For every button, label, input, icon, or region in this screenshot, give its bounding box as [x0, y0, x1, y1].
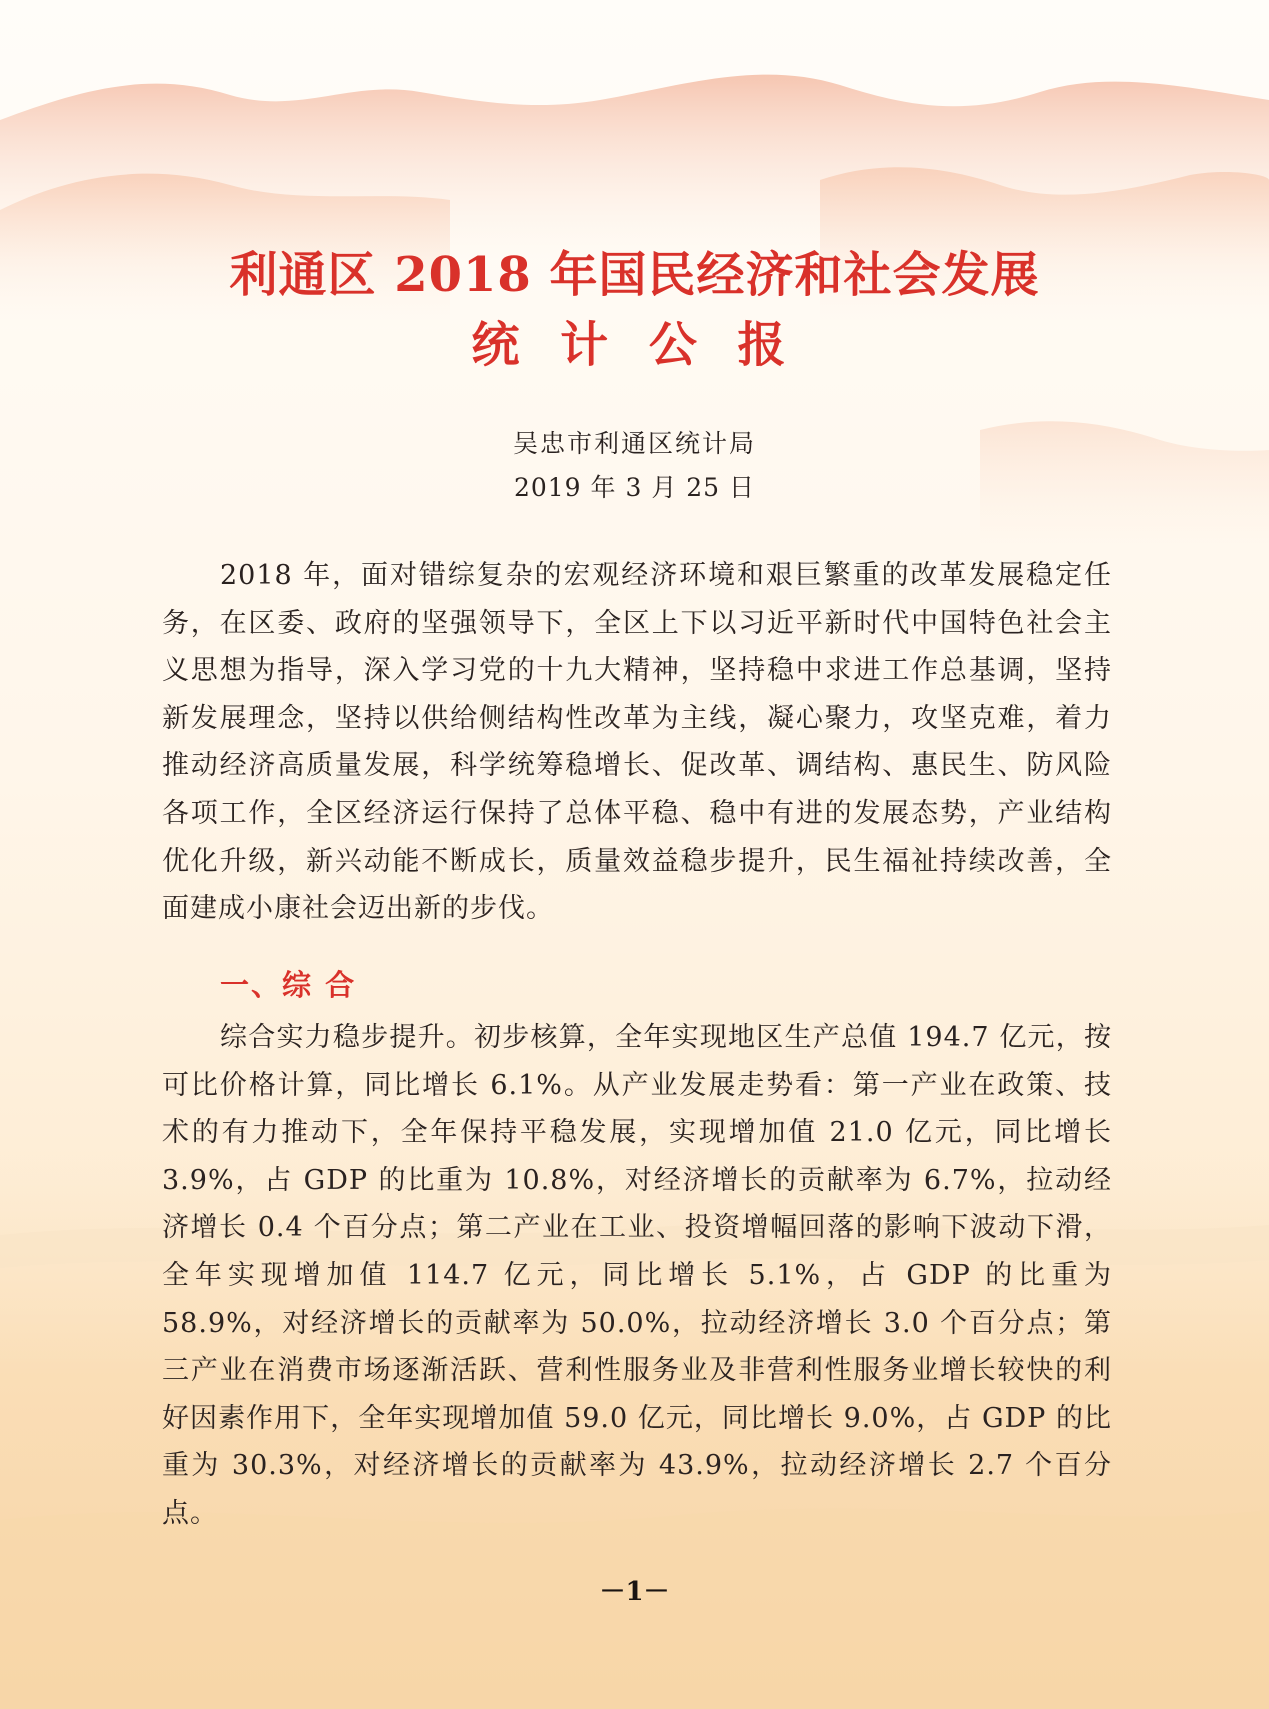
- section-heading-general: 一、综 合: [220, 968, 357, 1002]
- intro-paragraph: 2018 年，面对错综复杂的宏观经济环境和艰巨繁重的改革发展稳定任务，在区委、政府的坚强领导下，全区上下以习近平新时代中国特色社会主义思想为指导，深入学习党的十九大精神，坚持稳中求进工作总基调，坚持新发展理念，坚持以供给侧结构性改革为主线，凝心聚力，攻坚克难，着力推动经济高质量发展，科学统筹稳增长、促改革、调结构、惠民生、防风险各项工作，全区经济运行保持了总体平稳、稳中有进的发展态势，产业结构优化升级，新兴动能不断成长，质量效益稳步提升，民生福祉持续改善，全面建成小康社会迈出新的步伐。: [162, 560, 1112, 925]
- page-number: －1－: [599, 1577, 670, 1607]
- document-title-line1: 利通区 2018 年国民经济和社会发展: [229, 247, 1040, 303]
- document-title-line2: 统 计 公 报: [471, 317, 798, 373]
- section-general-paragraph: 综合实力稳步提升。初步核算，全年实现地区生产总值 194.7 亿元，按可比价格计算，同比增长 6.1%。从产业发展走势看：第一产业在政策、技术的有力推动下，全年保持平稳发展，实现增加值 21.0 亿元，同比增长 3.9%，占 GDP 的比重为 10.8%，对经济增长的贡献率为 6.7%，拉动经济增长 0.4 个百分点；第二产业在工业、投资增幅回落的影响下波动下滑，全年实现增加值 114.7 亿元，同比增长 5.1%，占 GDP 的比重为 58.9%，对经济增长的贡献率为 50.0%，拉动经济增长 3.0 个百分点；第三产业在消费市场逐渐活跃、营利性服务业及非营利性服务业增长较快的利好因素作用下，全年实现增加值 59.0 亿元，同比增长 9.0%，占 GDP 的比重为 30.3%，对经济增长的贡献率为 43.9%，拉动经济增长 2.7 个百分点。: [162, 1022, 1112, 1529]
- publish-date: 2019 年 3 月 25 日: [513, 473, 756, 502]
- issuer: 吴忠市利通区统计局: [512, 429, 756, 458]
